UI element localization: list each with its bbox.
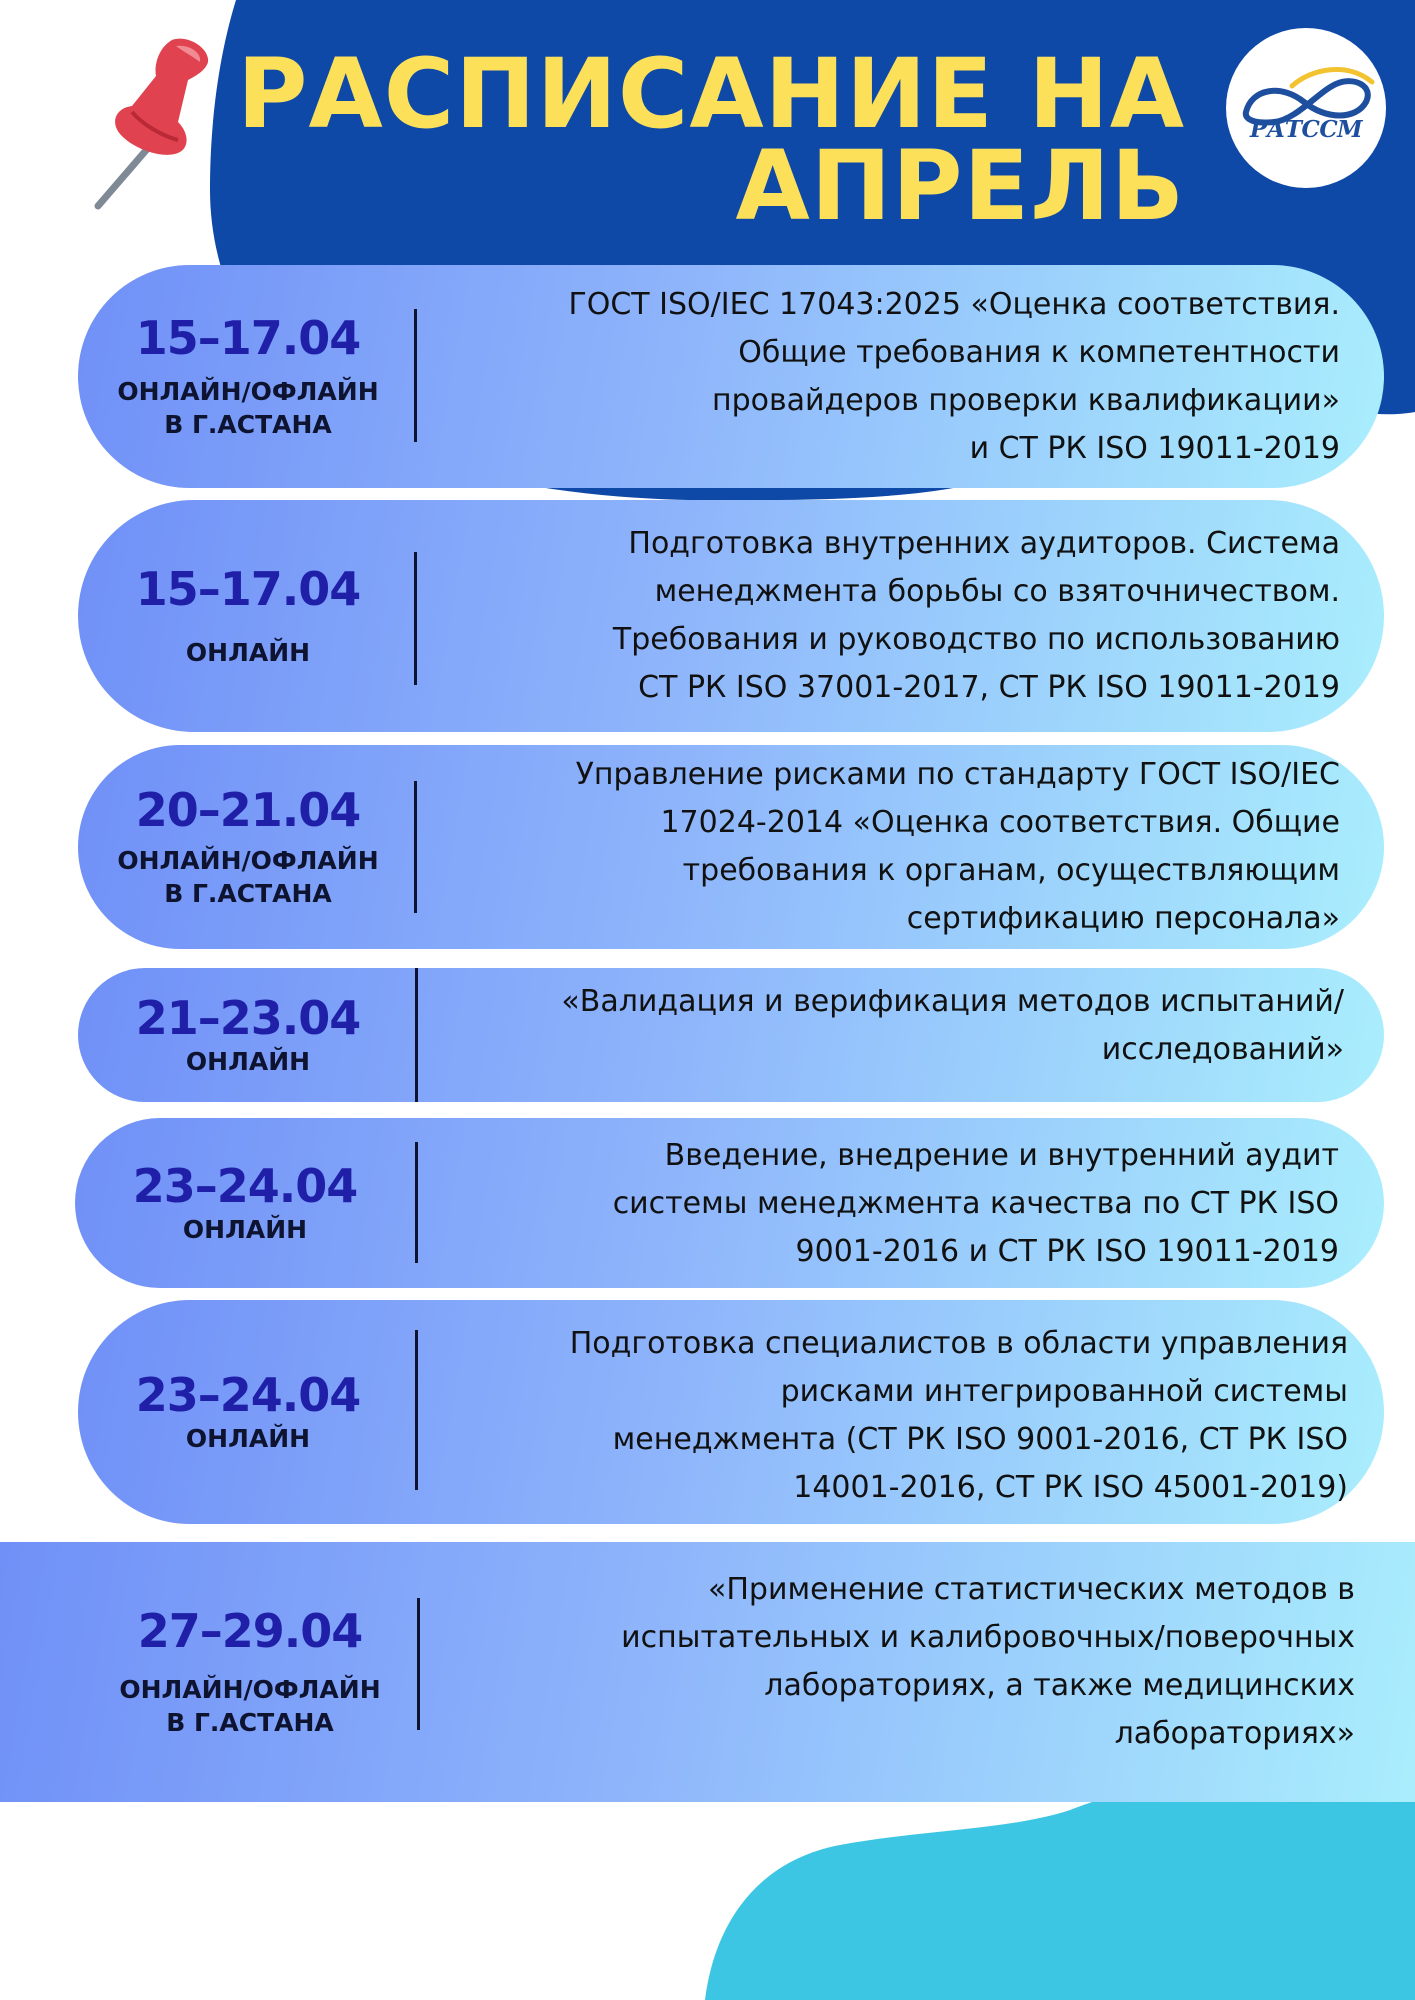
title-line-1: РАСПИСАНИЕ НА: [237, 38, 1185, 150]
schedule-divider: [414, 309, 417, 442]
schedule-format: [186, 1422, 310, 1455]
schedule-item-3: [78, 745, 1384, 949]
format-line-1: ОНЛАЙН: [185, 637, 311, 667]
schedule-format: [117, 844, 378, 910]
schedule-date: 21–23.04: [135, 991, 361, 1046]
format-line-1: ОНЛАЙН/ОФЛАЙН: [117, 376, 379, 406]
schedule-date-block: [78, 968, 418, 1102]
schedule-divider: [415, 1142, 418, 1263]
schedule-divider: [415, 968, 418, 1102]
schedule-item-2: [78, 500, 1384, 732]
schedule-item-6: [78, 1300, 1384, 1524]
pushpin-icon: [92, 36, 222, 216]
format-line-2: В Г.АСТАНА: [164, 879, 332, 909]
schedule-format: [186, 1045, 310, 1078]
schedule-format: [186, 636, 310, 669]
schedule-format: [119, 1673, 380, 1739]
schedule-item-5: [75, 1118, 1384, 1288]
schedule-course-title: «Применение статистических методов в испытательных и калибровочных/поверочных лабораториях, а также медицинских лабораториях»: [621, 1572, 1355, 1751]
schedule-divider: [417, 1598, 420, 1730]
footer-cyan-blob: [705, 1790, 1415, 2000]
schedule-date-block: [78, 745, 418, 949]
schedule-date-block: [78, 1300, 418, 1524]
schedule-date: 23–24.04: [135, 1368, 361, 1423]
schedule-course-title: Управление рисками по стандарту ГОСТ ISO/IEC 17024-2014 «Оценка соответствия. Общие требования к органам, осуществляющим сертификацию персонала»: [575, 757, 1340, 936]
schedule-course-title: «Валидация и верификация методов испытаний/ исследований»: [561, 984, 1344, 1067]
schedule-date-block: [78, 265, 418, 488]
format-line-2: В Г.АСТАНА: [166, 1708, 334, 1738]
logo-text: РАТССМ: [1249, 116, 1363, 143]
schedule-course-title: Введение, внедрение и внутренний аудит системы менеджмента качества по СТ РК ISO 9001-2016 и СТ РК ISO 19011-2019: [612, 1138, 1339, 1269]
format-line-1: ОНЛАЙН: [185, 1046, 311, 1076]
schedule-format: [183, 1213, 307, 1246]
format-line-1: ОНЛАЙН: [185, 1423, 311, 1453]
schedule-format: [117, 375, 378, 441]
schedule-date-block: [0, 1542, 500, 1802]
title-line-2: АПРЕЛЬ: [735, 130, 1185, 242]
schedule-divider: [414, 552, 417, 685]
page-title: [237, 38, 1185, 242]
schedule-divider: [414, 781, 417, 913]
schedule-date: 15–17.04: [135, 311, 361, 366]
schedule-date-block: [75, 1118, 415, 1288]
schedule-item-4: [78, 968, 1384, 1102]
schedule-date: 20–21.04: [135, 782, 361, 837]
format-line-2: В Г.АСТАНА: [164, 409, 332, 439]
format-line-1: ОНЛАЙН/ОФЛАЙН: [119, 1675, 381, 1705]
schedule-date: 15–17.04: [135, 562, 361, 617]
format-line-1: ОНЛАЙН/ОФЛАЙН: [117, 846, 379, 876]
format-line-1: ОНЛАЙН: [182, 1214, 308, 1244]
schedule-divider: [415, 1330, 418, 1490]
schedule-item-7: [0, 1542, 1415, 1802]
schedule-date: 27–29.04: [137, 1603, 363, 1658]
logo-infinity-icon: [1226, 28, 1386, 188]
schedule-course-title: ГОСТ ISO/IEC 17043:2025 «Оценка соответствия. Общие требования к компетентности провайдеров проверки квалификации» и СТ РК ISO 19011-2019: [568, 287, 1340, 466]
schedule-date-block: [78, 500, 418, 732]
schedule-date: 23–24.04: [132, 1159, 358, 1214]
ratssm-logo: [1226, 28, 1386, 188]
schedule-item-1: [78, 265, 1384, 488]
schedule-course-title: Подготовка специалистов в области управления рисками интегрированной системы менеджмента (СТ РК ISO 9001-2016, СТ РК ISO 14001-2016, СТ РК ISO 45001-2019): [569, 1326, 1348, 1505]
schedule-course-title: Подготовка внутренних аудиторов. Система менеджмента борьбы со взяточничеством. Требования и руководство по использованию СТ РК ISO 37001-2017, СТ РК ISO 19011-2019: [612, 526, 1340, 705]
